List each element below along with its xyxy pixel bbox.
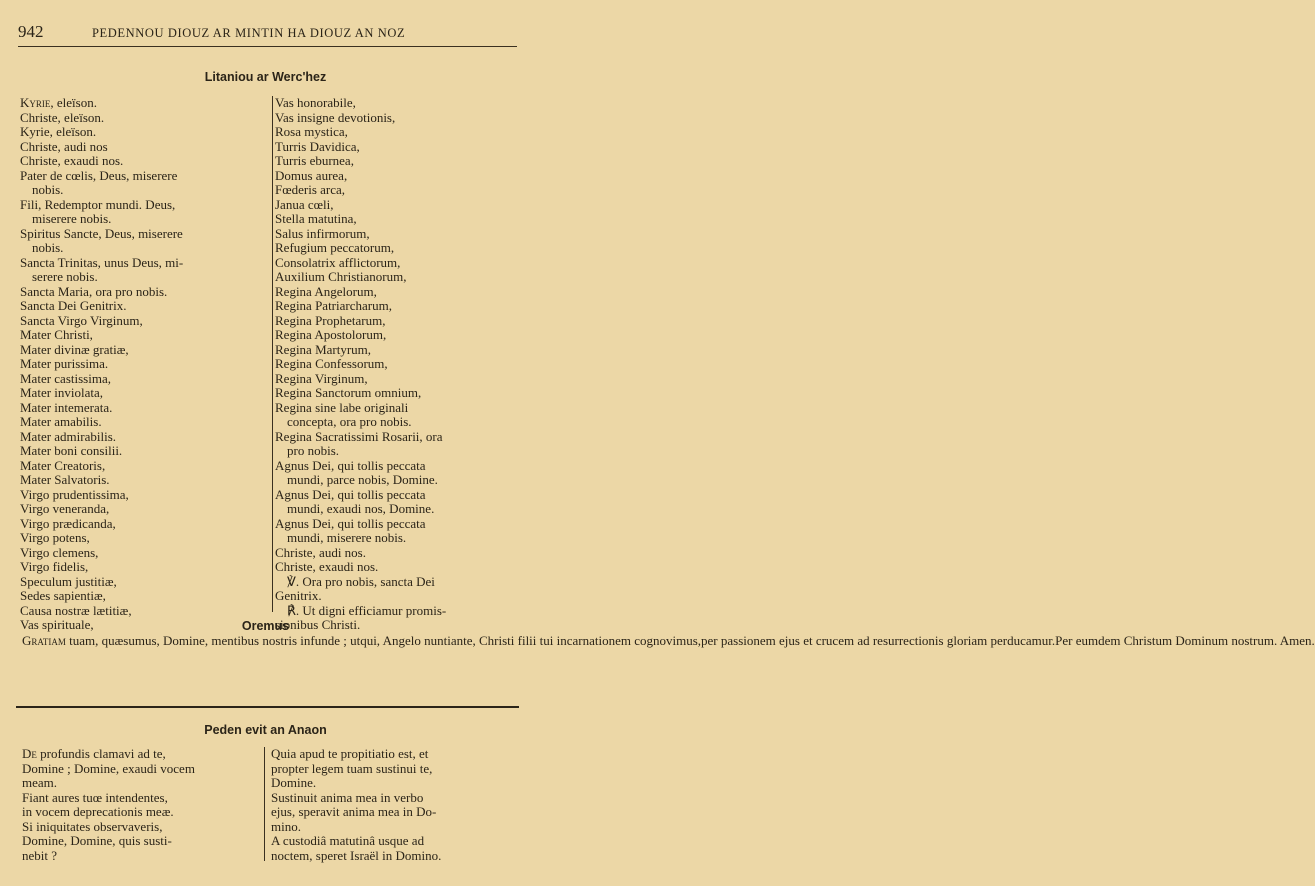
litany-line (275, 169, 515, 184)
litany-line (275, 299, 515, 314)
line-text: Christe, audi nos. (275, 544, 366, 560)
litany-line (20, 401, 264, 416)
litany-line (20, 575, 264, 590)
line-text: Virgo potens, (20, 530, 90, 545)
litany-line (275, 183, 515, 198)
line-text: Christe, eleïson. (20, 109, 105, 125)
line-text: Fiant aures tuœ intendentes, (22, 789, 168, 805)
psalm-line (271, 820, 516, 835)
line-text: mundi, parce nobis, Domine. (287, 472, 438, 487)
litany-line (20, 227, 264, 242)
line-text: Domine, Domine, quis susti- (22, 833, 172, 848)
prayer-line (701, 633, 1055, 648)
litany-line (20, 560, 264, 575)
litany-line (20, 589, 264, 604)
line-text: Rosa mystica, (275, 124, 348, 139)
line-text: nobis. (32, 182, 64, 197)
prayer-line (1055, 633, 1315, 648)
line-text: Regina Martyrum, (275, 341, 372, 357)
line-text: Regina sine labe originali (275, 399, 409, 415)
litany-line (20, 198, 264, 213)
psalm-line (271, 849, 516, 864)
litany-line (275, 488, 515, 503)
line-text: Turris eburnea, (275, 153, 354, 168)
line-text: Mater castissima, (20, 370, 111, 386)
litany-line (20, 430, 264, 445)
line-text: Pater de cœlis, Deus, miserere (20, 167, 178, 183)
line-text: Regina Virginum, (275, 370, 368, 386)
litany-line (275, 198, 515, 213)
litany-line (275, 589, 515, 604)
litany-line (20, 502, 264, 517)
litany-line (20, 546, 264, 561)
line-text: Mater amabilis. (20, 414, 102, 429)
line-text: Per eumdem Christum Dominum nostrum. Amen. (1055, 633, 1315, 648)
litany-line (20, 140, 264, 155)
line-text: Mater Salvatoris. (20, 472, 110, 487)
litany-line (275, 241, 515, 256)
line-text: Sedes sapientiæ, (20, 588, 106, 603)
line-text: pro nobis. (287, 443, 339, 458)
litany-line (275, 125, 515, 140)
litany-line (275, 415, 515, 430)
litany-line (275, 502, 515, 517)
line-text: sionibus Christi. (275, 617, 361, 632)
line-text: Regina Prophetarum, (275, 312, 386, 328)
line-text: Regina Apostolorum, (275, 327, 387, 342)
line-text: nebit ? (22, 847, 58, 863)
litany-line (275, 430, 515, 445)
line-text: qui, Angelo nuntiante, Christi filii tui incarnationem cognovimus, (360, 633, 702, 648)
litany-line (275, 140, 515, 155)
page-header (18, 22, 517, 47)
litany-line (275, 372, 515, 387)
litany-line (20, 299, 264, 314)
psalm-line (271, 747, 516, 762)
line-text: concepta, ora pro nobis. (287, 414, 412, 429)
litany-line (275, 560, 515, 575)
psalm-line (271, 776, 516, 791)
litany-line (275, 270, 515, 285)
line-text: miserere nobis. (32, 211, 112, 226)
litany-line (20, 256, 264, 271)
litany-line (20, 372, 264, 387)
line-text: Refugium peccatorum, (275, 240, 395, 255)
litany-line (20, 285, 264, 300)
litany-line (20, 314, 264, 329)
line-text: Virgo prædicanda, (20, 515, 116, 531)
line-text: Vas honorabile, (275, 95, 356, 110)
line-text: Kyrie, eleïson. (20, 124, 97, 139)
litany-line (20, 111, 264, 126)
line-text: Regina Sacratissimi Rosarii, ora (275, 428, 443, 444)
litany-line (275, 154, 515, 169)
litany-line (275, 227, 515, 242)
line-text: Mater admirabilis. (20, 428, 117, 444)
line-text: Turris Davidica, (275, 138, 360, 154)
litany-line (275, 111, 515, 126)
line-text: Virgo prudentissima, (20, 486, 129, 502)
line-text: Mater Christi, (20, 327, 93, 342)
line-text: Regina Patriarcharum, (275, 298, 392, 313)
psalm-line (22, 747, 254, 762)
litany-line (20, 531, 264, 546)
initial-word: Kyrie (20, 95, 51, 110)
litany-line (20, 604, 264, 619)
line-text: Janua cœli, (275, 196, 334, 212)
litany-line (20, 241, 264, 256)
line-text: Virgo veneranda, (20, 501, 110, 516)
litany-left-column (20, 96, 264, 633)
psalm-line (22, 820, 254, 835)
psalm-line (271, 805, 516, 820)
line-text: per passionem ejus et crucem ad resurrectionis gloriam perducamur. (701, 633, 1056, 648)
peden-title: Peden evit an Anaon (204, 723, 327, 737)
line-text: Auxilium Christianorum, (275, 269, 407, 284)
line-text: Si iniquitates observaveris, (22, 818, 163, 834)
line-text: mino. (271, 818, 301, 834)
line-text: mundi, exaudi nos, Domine. (287, 501, 435, 516)
peden-left-column (22, 747, 254, 863)
litany-line (275, 386, 515, 401)
litany-line (275, 96, 515, 111)
initial-word: De (22, 746, 37, 761)
line-text: Salus infirmorum, (275, 225, 370, 241)
psalm-line (22, 776, 254, 791)
line-text: Mater Creatoris, (20, 457, 106, 473)
line-text: Sancta Virgo Virginum, (20, 312, 143, 328)
line-text: Virgo clemens, (20, 544, 99, 560)
line-text: Mater inviolata, (20, 385, 104, 400)
litany-line (275, 459, 515, 474)
litany-line (275, 285, 515, 300)
litany-right-column (272, 95, 515, 632)
line-text: Speculum justitiæ, (20, 573, 117, 589)
litany-line (20, 386, 264, 401)
litany-line (20, 357, 264, 372)
litany-line (20, 473, 264, 488)
litany-line (20, 96, 264, 111)
line-text: Causa nostræ lætitiæ, (20, 602, 132, 618)
psalm-line (271, 834, 516, 849)
litany-line (275, 343, 515, 358)
litany-line (275, 314, 515, 329)
psalm-line (271, 791, 516, 806)
litany-line (20, 183, 264, 198)
litany-line (275, 546, 515, 561)
line-text: Fœderis arca, (275, 182, 346, 197)
line-text: Mater purissima. (20, 356, 109, 371)
peden-right-column (264, 747, 516, 861)
line-text: , eleïson. (50, 95, 97, 110)
oremus-title: Oremus (241, 619, 290, 633)
litany-line (275, 328, 515, 343)
line-text: Virgo fidelis, (20, 559, 89, 574)
line-text: Domus aurea, (275, 167, 348, 183)
psalm-line (22, 762, 254, 777)
initial-word: Gratiam (22, 633, 66, 648)
line-text: Sustinuit anima mea in verbo (271, 789, 424, 805)
line-text: serere nobis. (32, 269, 98, 284)
litany-line (275, 401, 515, 416)
line-text: Stella matutina, (275, 211, 357, 226)
psalm-line (22, 791, 254, 806)
line-text: A custodiâ matutinâ usque ad (271, 833, 425, 848)
litany-title: Litaniou ar Werc'hez (204, 70, 327, 84)
prayer-line (360, 633, 701, 648)
line-text: Agnus Dei, qui tollis peccata (275, 515, 426, 531)
litany-line (20, 415, 264, 430)
litany-line (275, 517, 515, 532)
psalm-line (22, 834, 254, 849)
psalm-line (22, 805, 254, 820)
line-text: Domine. (271, 775, 317, 790)
litany-line (20, 488, 264, 503)
line-text: Christe, exaudi nos. (20, 153, 124, 168)
line-text: noctem, speret Israël in Domino. (271, 847, 442, 863)
line-text: ejus, speravit anima mea in Do- (271, 804, 437, 819)
page-number: 942 (18, 22, 44, 41)
line-text: Sancta Dei Genitrix. (20, 298, 127, 313)
line-text: mundi, miserere nobis. (287, 530, 407, 545)
line-text: Quia apud te propitiatio est, et (271, 746, 429, 761)
running-title: PEDENNOU DIOUZ AR MINTIN HA DIOUZ AN NOZ (92, 26, 406, 40)
psalm-line (22, 849, 254, 864)
litany-line (20, 154, 264, 169)
line-text: Domine ; Domine, exaudi vocem (22, 760, 195, 776)
line-text: profundis clamavi ad te, (36, 746, 166, 761)
litany-line (20, 125, 264, 140)
litany-line (275, 604, 515, 619)
litany-line (275, 357, 515, 372)
litany-line (20, 444, 264, 459)
line-text: Sancta Trinitas, unus Deus, mi- (20, 254, 184, 270)
litany-line (20, 328, 264, 343)
line-text: tuam, quæsumus, Domine, mentibus nostris infunde ; ut (65, 633, 361, 648)
line-text: Spiritus Sancte, Deus, miserere (20, 225, 183, 241)
litany-line (20, 212, 264, 227)
line-text: Mater boni consilii. (20, 443, 123, 458)
litany-line (275, 575, 515, 590)
line-text: Regina Sanctorum omnium, (275, 385, 422, 400)
litany-line (275, 256, 515, 271)
line-text: Sancta Maria, ora pro nobis. (20, 283, 168, 299)
prayer-line (22, 633, 360, 648)
litany-line (20, 169, 264, 184)
line-text: meam. (22, 775, 58, 790)
line-text: Mater divinæ gratiæ, (20, 341, 129, 357)
litany-line (20, 517, 264, 532)
section-divider (16, 706, 519, 708)
line-text: Genitrix. (275, 588, 322, 603)
line-text: Christe, exaudi nos. (275, 559, 379, 574)
line-text: Mater intemerata. (20, 399, 113, 415)
line-text: Regina Angelorum, (275, 283, 377, 299)
line-text: in vocem deprecationis meæ. (22, 804, 174, 819)
line-text: Christe, audi nos (20, 138, 108, 154)
litany-line (20, 459, 264, 474)
litany-line (275, 444, 515, 459)
litany-line (20, 270, 264, 285)
line-text: Vas spirituale, (20, 617, 94, 632)
litany-line (275, 212, 515, 227)
line-text: Consolatrix afflictorum, (275, 254, 401, 270)
line-text: Agnus Dei, qui tollis peccata (275, 486, 426, 502)
line-text: Vas insigne devotionis, (275, 109, 396, 125)
line-text: nobis. (32, 240, 64, 255)
psalm-line (271, 762, 516, 777)
line-text: Fili, Redemptor mundi. Deus, (20, 196, 176, 212)
litany-line (20, 343, 264, 358)
line-text: Regina Confessorum, (275, 356, 388, 371)
oremus-prayer (22, 633, 1315, 649)
line-text: ℟. Ut digni efficiamur promis- (287, 602, 447, 618)
line-text: Agnus Dei, qui tollis peccata (275, 457, 426, 473)
line-text: ℣. Ora pro nobis, sancta Dei (287, 573, 435, 589)
litany-line (275, 473, 515, 488)
line-text: propter legem tuam sustinui te, (271, 760, 433, 776)
litany-line (275, 531, 515, 546)
